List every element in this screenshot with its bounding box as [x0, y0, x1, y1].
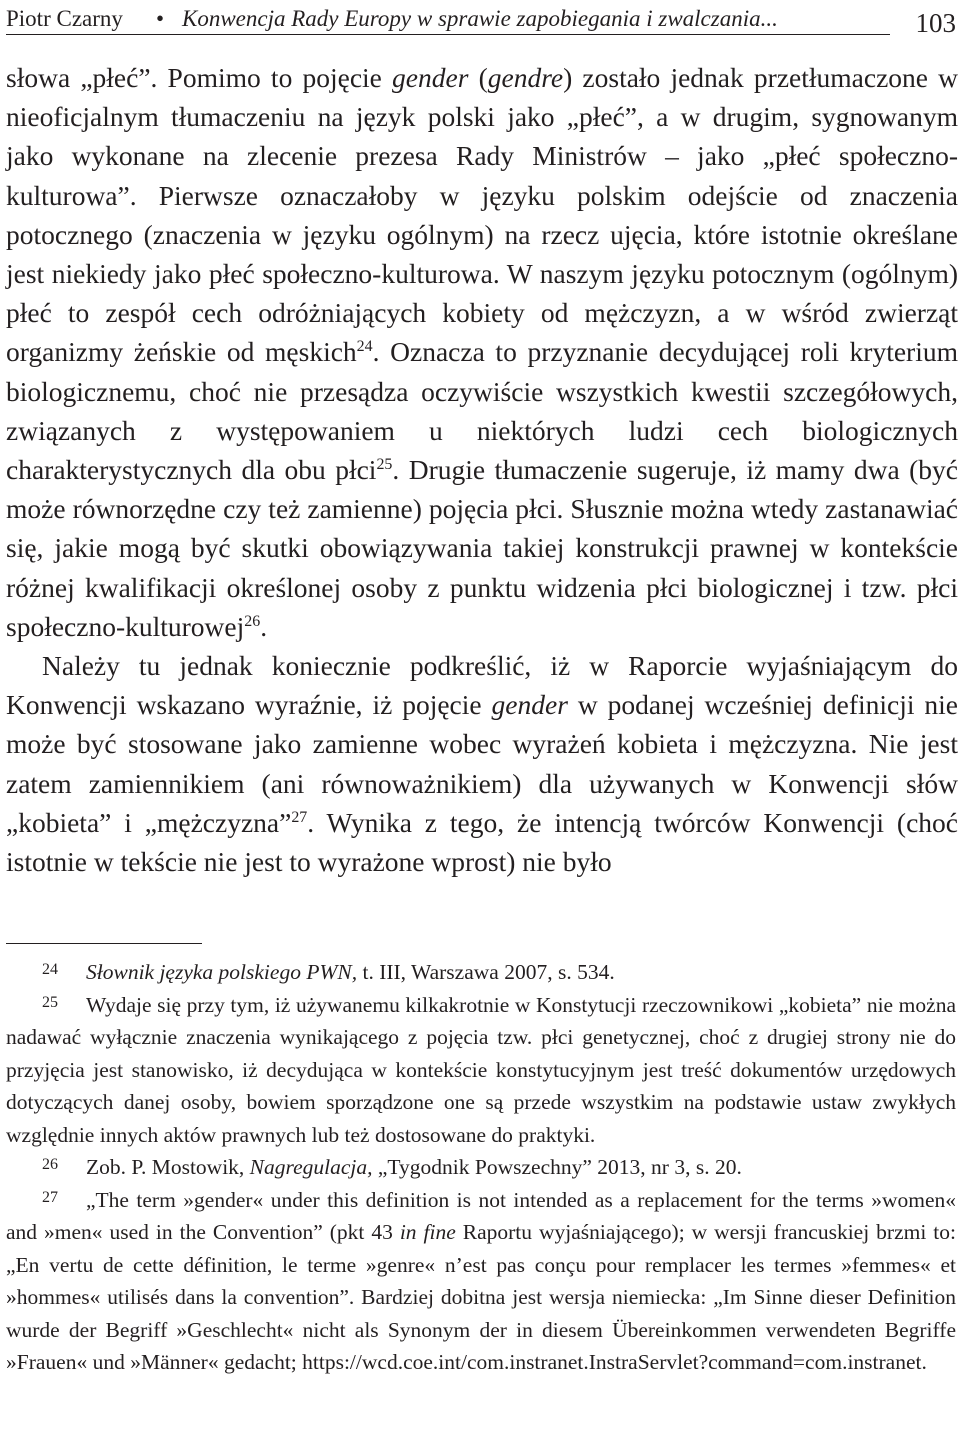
term-gendre: gendre: [487, 62, 564, 93]
header-rule: [6, 34, 890, 35]
p2-text-2: w podanej wcześniej definicji nie może być stosowane jako zamienne wobec wyrażeń kobieta i mężczyzna. Nie jest zatem zamiennikiem (ani równoważnikiem) dla używanych w Konwencji słów „kobieta” i „mężczyzna”: [6, 689, 958, 838]
fn26-title: Nagregulacja,: [249, 1155, 373, 1179]
fn26-pre: Zob. P. Mostowik,: [86, 1155, 250, 1179]
p1-text-2: (: [468, 62, 488, 93]
footnotes: [6, 956, 956, 1379]
p1-text-3: ) zostało jednak przetłumaczone w nieoficjalnym tłumaczeniu na język polski jako „płeć”, a w drugim, sygnowanym jako wykonane na zlecenie prezesa Rady Ministrów – jako „płeć społeczno-kulturowa”. Pierwsze oznaczałoby w języku polskim odejście od znaczenia potocznego (znaczenia w języku ogólnym) na rzecz ujęcia, które istotnie określane jest niekiedy jako płeć społeczno-kulturowa. W naszym języku potocznym (ogólnym) płeć to zespół cech odróżniających kobiety od mężczyzn, a w wśród zwierząt organizmy żeńskie od męskich: [6, 62, 958, 368]
page-number: 103: [915, 8, 956, 38]
footnote-ref-27[interactable]: 27: [291, 808, 308, 826]
p1-text-4: . Oznacza to przyznanie decydującej roli kryterium biologicznemu, choć nie przesądza oczywiście wszystkich kwestii szczegółowych, związanych z występowaniem u niektórych ludzi cech biologicznych charakterystycznych dla obu płci: [6, 336, 958, 486]
term-gender-2: gender: [491, 689, 568, 721]
header-bullet: •: [156, 6, 165, 31]
paragraph-1: [6, 58, 958, 646]
paragraph-2: [6, 646, 958, 881]
footnote-ref-26[interactable]: 26: [244, 612, 261, 630]
header-author: Piotr Czarny: [6, 6, 123, 31]
term-gender: gender: [392, 62, 469, 93]
fn24-rest: t. III, Warszawa 2007, s. 534.: [357, 960, 615, 984]
fn27-in-fine: in fine: [399, 1220, 456, 1244]
footnote-ref-24[interactable]: 24: [356, 338, 373, 356]
fn27-text-2: Raportu wyjaśniającego); w wersji francuskiej brzmi to: „En vertu de cette définition, le terme »genre« n’est pas conçu pour remplacer les termes »femmes« et »hommes« utilisés dans la convention”. Bardziej dobitna jest wersja niemiecka: „Im Sinne dieser Definition wurde der Begriff »Geschlecht« nicht als Synonym der in diesem Übereinkommen verwendeten Begriffe »Frauen« und »Männer« gedacht; https://wcd.coe.int/com.instranet.InstraServlet?command=com.instranet.: [6, 1220, 957, 1374]
main-text: [6, 58, 958, 881]
fn25-text: Wydaje się przy tym, iż używanemu kilkakrotnie w Konstytucji rzeczownikowi „kobieta” nie można nadawać wyłącznie znaczenia wynikającego z pojęcia tzw. płci genetycznej, choć z drugiej strony nie do przyjęcia jest stanowisko, iż decydująca w kontekście konstytucyjnym jest treść dokumentów urzędowych dotyczących danej osoby, bowiem sporządzone one są przede wszystkim na podstawie ustaw zwykłych względnie innych aktów prawnych lub też dostosowane do praktyki.: [6, 992, 956, 1147]
footnote-24: 24 Słownik języka polskiego PWN, t. III, Warszawa 2007, s. 534.: [42, 960, 615, 984]
fn26-rest: „Tygodnik Powszechny” 2013, nr 3, s. 20.: [372, 1155, 742, 1179]
running-header: [6, 2, 956, 36]
p1-text-1: słowa „płeć”. Pomimo to pojęcie: [6, 62, 393, 93]
header-short-title: Konwencja Rady Europy w sprawie zapobiegania i zwalczania...: [182, 6, 778, 31]
footnote-25: 25 Wydaje się przy tym, iż używanemu kilkakrotnie w Konstytucji rzeczownikowi „kobieta” nie można nadawać wyłącznie znaczenia wynikającego z pojęcia tzw. płci genetycznej, choć z drugiej strony nie do przyjęcia jest stanowisko, iż decydująca w kontekście konstytucyjnym jest treść dokumentów urzędowych dotyczących danej osoby, bowiem sporządzone one są przede wszystkim na podstawie ustaw zwykłych względnie innych aktów prawnych lub też dostosowane do praktyki.: [6, 992, 956, 1147]
p2-text-1: Należy tu jednak koniecznie podkreślić, iż w Raporcie wyjaśniającym do Konwencji wskazano wyraźnie, iż pojęcie: [6, 650, 958, 721]
footnote-26: 26 Zob. P. Mostowik, Nagregulacja, „Tygodnik Powszechny” 2013, nr 3, s. 20.: [42, 1155, 742, 1179]
fn27-text-1: „The term »gender« under this definition is not intended as a replacement for the terms »women« and »men« used in the Convention” (pkt 43: [6, 1187, 956, 1244]
p1-text-6: .: [260, 610, 268, 642]
footnote-27: 27 „The term »gender« under this definition is not intended as a replacement for the terms »women« and »men« used in the Convention” (pkt 43 in fine Raportu wyjaśniającego); w wersji francuskiej brzmi to: „En vertu de cette définition, le terme »genre« n’est pas conçu pour remplacer les termes »femmes« et »hommes« utilisés dans la convention”. Bardziej dobitna jest wersja niemiecka: „Im Sinne dieser Definition wurde der Begriff »Geschlecht« nicht als Synonym der in diesem Übereinkommen verwendeten Begriffe »Frauen« und »Männer« gedacht; https://wcd.coe.int/com.instranet.InstraServlet?command=com.instranet.: [6, 1187, 957, 1374]
p1-text-5: . Drugie tłumaczenie sugeruje, iż mamy dwa (być może równorzędne czy też zamienne) pojęcia płci. Słusznie można wtedy zastanawiać się, jakie mogą być skutki obowiązywania takiej konstrukcji prawnej w kontekście różnej kwalifikacji określonej osoby z punktu widzenia płci biologicznej i tzw. płci społeczno-kulturowej: [6, 454, 958, 642]
footnote-ref-25[interactable]: 25: [376, 456, 393, 474]
p2-text-3: . Wynika z tego, że intencją twórców Konwencji (choć istotnie w tekście nie jest to wyrażone wprost) nie było: [6, 806, 958, 878]
fn24-title: Słownik języka polskiego PWN,: [86, 960, 358, 984]
footnote-separator: [6, 943, 202, 944]
